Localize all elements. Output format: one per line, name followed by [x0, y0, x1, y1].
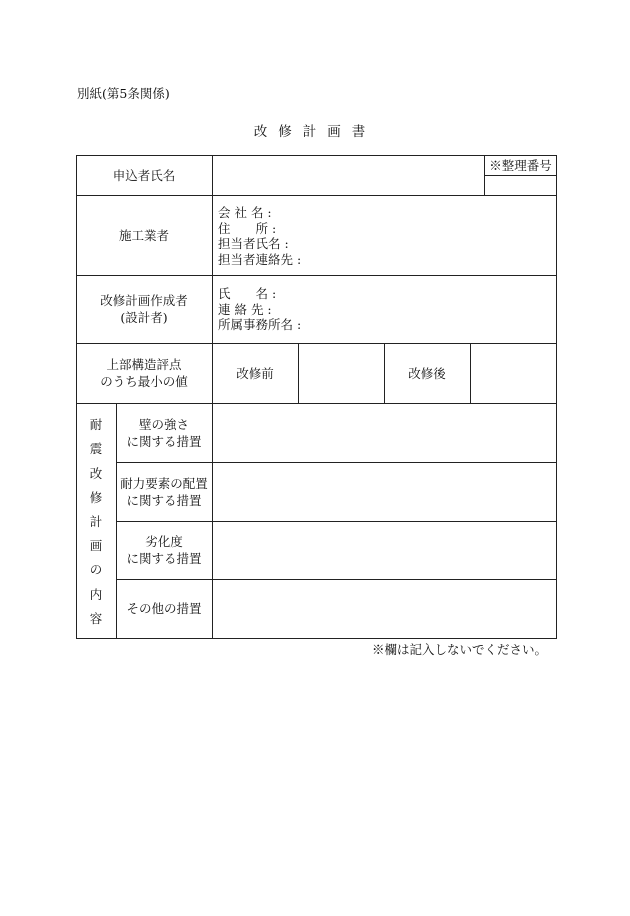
- planner-label-line2: (設計者): [120, 310, 168, 325]
- other-measures-field[interactable]: [213, 580, 556, 638]
- company-name-field-label: 会 社 名 :: [218, 205, 272, 220]
- wall-strength-label: 壁の強さ に関する措置: [126, 416, 202, 449]
- planner-contact-field-label: 連 絡 先 :: [218, 301, 272, 317]
- footer-note: ※欄は記入しないでください。: [371, 642, 547, 657]
- renovation-plan-form: [76, 155, 557, 639]
- deterioration-label: 劣化度 に関する措置: [126, 534, 202, 566]
- element-placement-field[interactable]: [213, 463, 556, 521]
- contractor-fields[interactable]: [218, 205, 301, 267]
- form-title: 改修計画書: [253, 124, 377, 140]
- planner-fields[interactable]: [218, 286, 301, 333]
- planner-office-field-label: 所属事務所名 :: [218, 317, 302, 332]
- after-renovation-value-field[interactable]: [471, 344, 556, 403]
- applicant-name-field[interactable]: [213, 156, 484, 195]
- contact-info-field-label: 担当者連絡先 :: [218, 251, 302, 267]
- contact-person-field-label: 担当者氏名 :: [218, 236, 289, 251]
- structural-score-line2: のうち最小の値: [100, 374, 188, 389]
- before-renovation-value-field[interactable]: [299, 344, 384, 403]
- contractor-label: 施工業者: [118, 227, 169, 243]
- deterioration-field[interactable]: [213, 522, 556, 579]
- planner-label: [76, 275, 212, 343]
- registration-number-field[interactable]: [485, 176, 556, 195]
- element-placement-label: 耐力要素の配置 に関する措置: [120, 475, 208, 508]
- before-renovation-label: 改修前: [236, 365, 274, 381]
- seismic-plan-side-label: 耐 震 改 修 計 画 の 内 容: [89, 417, 103, 626]
- registration-number-label: ※整理番号: [489, 157, 552, 173]
- planner-name-field-label: 氏 名 :: [218, 286, 277, 301]
- structural-score-line1: 上部構造評点: [106, 357, 182, 372]
- structural-score-label: [76, 343, 212, 403]
- attachment-label: 別紙(第5条関係): [77, 86, 170, 101]
- applicant-name-label: 申込者氏名: [112, 167, 176, 183]
- planner-label-line1: 改修計画作成者: [100, 293, 188, 308]
- other-measures-label: その他の措置: [126, 601, 202, 616]
- wall-strength-field[interactable]: [213, 404, 556, 462]
- address-field-label: 住 所 :: [218, 220, 277, 236]
- after-renovation-label: 改修後: [408, 365, 446, 381]
